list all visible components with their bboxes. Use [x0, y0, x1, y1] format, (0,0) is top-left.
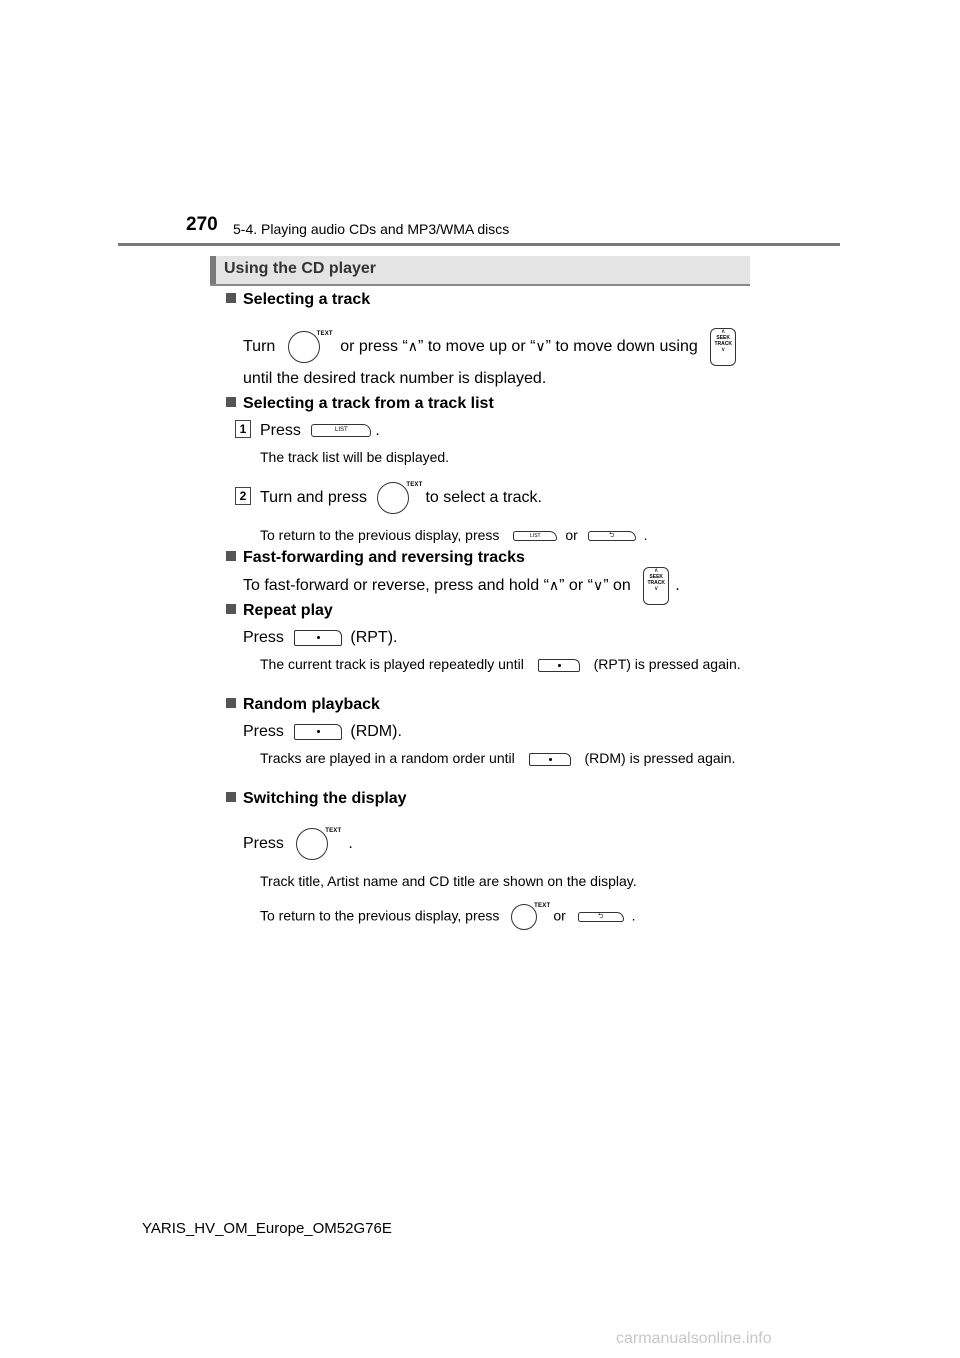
repeat-note: The current track is played repeatedly until (RPT) is pressed again. [260, 656, 741, 672]
chapter-title: 5-4. Playing audio CDs and MP3/WMA discs [233, 221, 510, 237]
bullet-square-icon [226, 397, 236, 407]
back-button-icon: ⮌ [578, 912, 624, 922]
rpt-preset-button-icon [538, 659, 580, 672]
section-header-accent [210, 256, 216, 284]
step-2-badge: 2 [235, 487, 251, 505]
bullet-square-icon [226, 698, 236, 708]
seek-track-button-icon: ∧ SEEK TRACK ∨ [710, 328, 736, 366]
random-note: Tracks are played in a random order until (RDM) is pressed again. [260, 750, 736, 766]
section-title: Using the CD player [224, 260, 377, 277]
rdm-preset-button-icon [529, 753, 571, 766]
step-1-text: Press LIST . [260, 422, 380, 439]
back-button-icon: ⮌ [588, 531, 636, 541]
switching-display-text: Press TEXT . [243, 828, 353, 860]
rdm-preset-button-icon [294, 724, 342, 740]
selecting-track-line2: until the desired track number is displayed. [243, 370, 547, 387]
random-text: Press (RDM). [243, 723, 402, 740]
heading-track-list: Selecting a track from a track list [226, 395, 494, 413]
heading-repeat-play: Repeat play [226, 602, 333, 620]
list-button-icon: LIST [311, 424, 371, 437]
text-knob-icon: TEXT [288, 331, 320, 363]
text-knob-icon: TEXT [377, 482, 409, 514]
list-button-icon: LIST [513, 531, 557, 541]
heading-selecting-track: Selecting a track [226, 291, 370, 309]
bullet-square-icon [226, 293, 236, 303]
page-number: 270 [186, 214, 218, 235]
bullet-square-icon [226, 792, 236, 802]
selecting-track-line1: Turn TEXT or press “∧” to move up or “∨” to move down using ∧ SEEK TRACK ∨ [243, 328, 736, 366]
up-arrow-icon: ∧ [548, 577, 560, 594]
step-2-return-note: To return to the previous display, press LIST or ⮌ . [260, 527, 648, 543]
up-arrow-icon: ∧ [407, 338, 419, 355]
header-divider [118, 243, 840, 246]
heading-random-playback: Random playback [226, 696, 380, 714]
bullet-square-icon [226, 604, 236, 614]
rpt-preset-button-icon [294, 630, 342, 646]
repeat-text: Press (RPT). [243, 629, 398, 646]
heading-fast-forward: Fast-forwarding and reversing tracks [226, 549, 525, 567]
step-1-note: The track list will be displayed. [260, 449, 450, 465]
step-2-text: Turn and press TEXT to select a track. [260, 482, 542, 514]
section-header [210, 256, 750, 286]
display-note-1: Track title, Artist name and CD title are shown on the display. [260, 873, 637, 889]
step-1-badge: 1 [235, 420, 251, 438]
display-note-2: To return to the previous display, press TEXT or ⮌ . [260, 904, 636, 930]
down-arrow-icon: ∨ [592, 577, 604, 594]
text-knob-icon: TEXT [296, 828, 328, 860]
watermark: carmanualsonline.info [616, 1330, 772, 1347]
text-knob-icon: TEXT [511, 904, 537, 930]
fast-forward-text: To fast-forward or reverse, press and hold “∧” or “∨” on ∧ SEEK TRACK ∨ . [243, 567, 680, 605]
down-arrow-icon: ∨ [535, 338, 546, 355]
heading-switching-display: Switching the display [226, 790, 407, 808]
bullet-square-icon [226, 551, 236, 561]
seek-track-button-icon: ∧ SEEK TRACK ∨ [643, 567, 669, 605]
footer-code: YARIS_HV_OM_Europe_OM52G76E [142, 1220, 392, 1237]
